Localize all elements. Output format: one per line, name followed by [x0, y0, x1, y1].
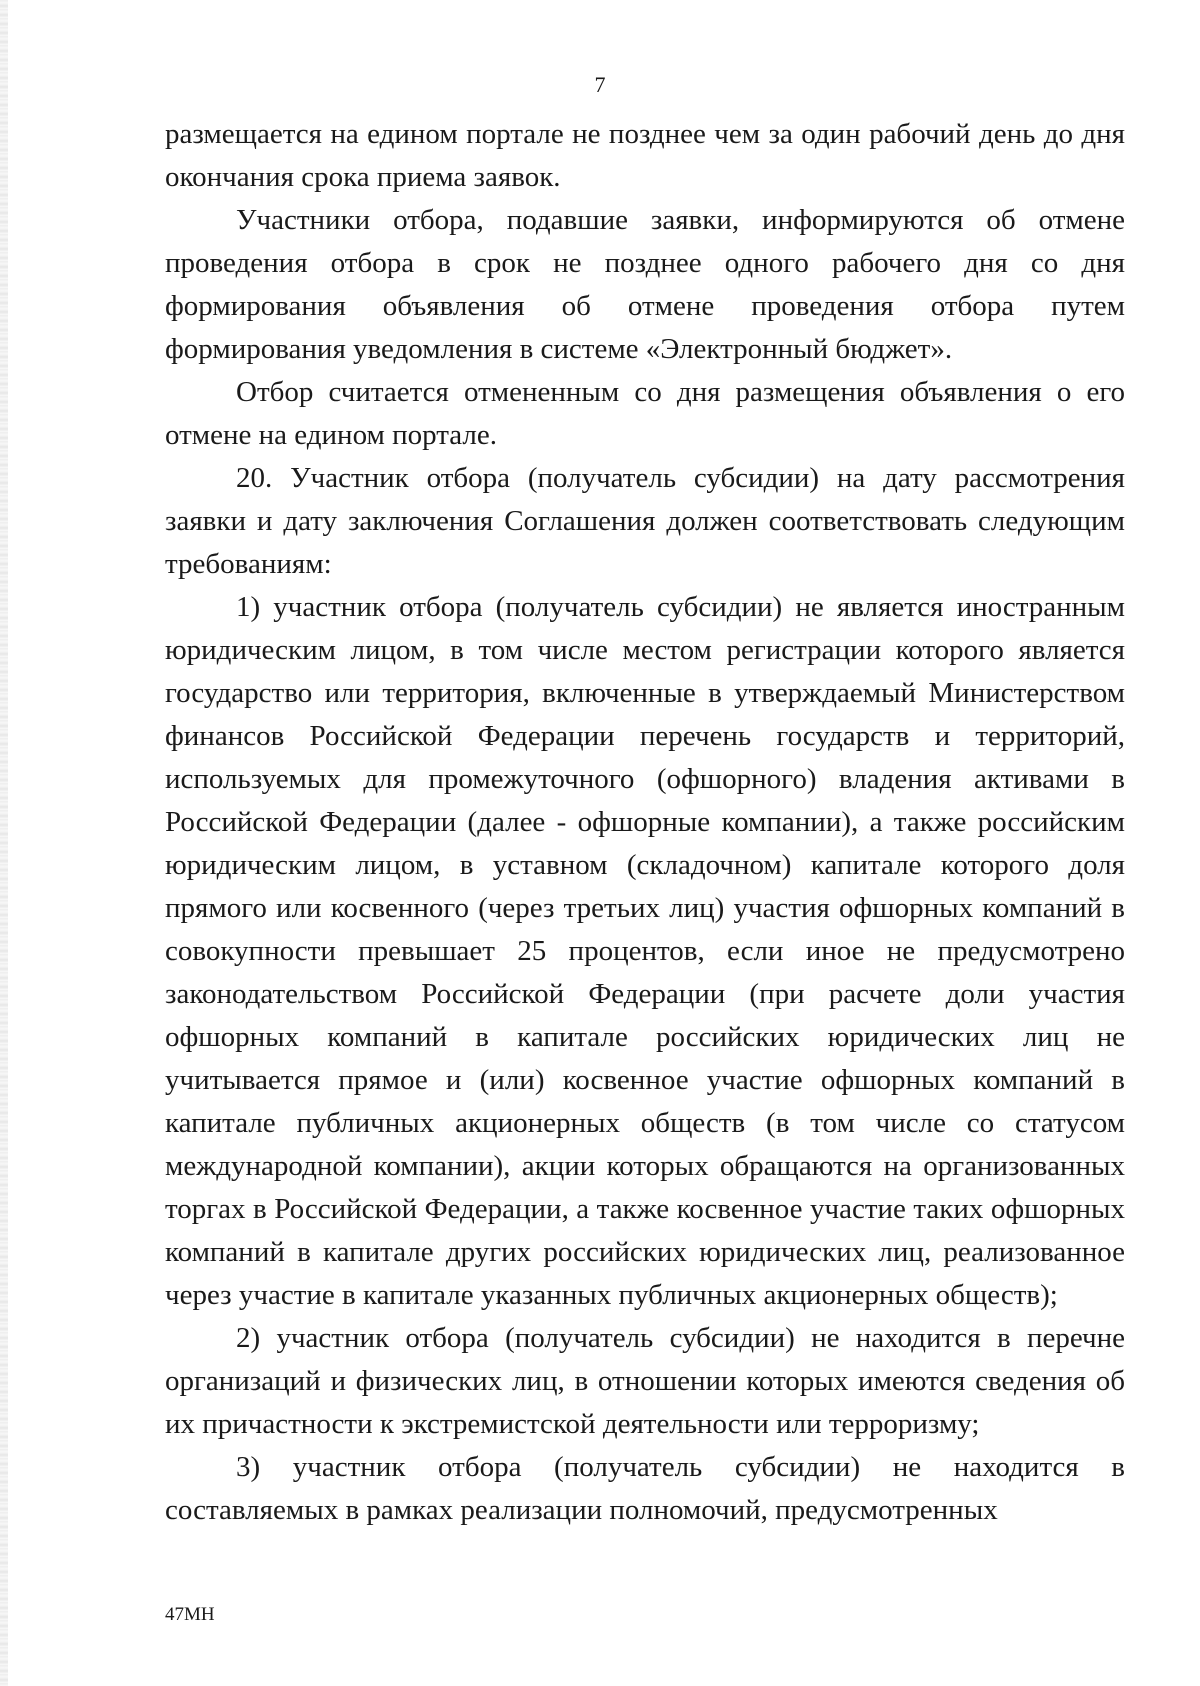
document-footer-code: 47МН — [165, 1604, 215, 1625]
paragraph-cancellation-notice: Участники отбора, подавшие заявки, информируются об отмене проведения отбора в срок не позднее одного рабочего дня со дня формирования объявления об отмене проведения отбора путем формирования уведомления в системе «Электронный бюджет». — [165, 204, 1125, 365]
scan-edge — [0, 0, 8, 1686]
page-number: 7 — [594, 72, 606, 97]
paragraph-requirement-2: 2) участник отбора (получатель субсидии) не находится в перечне организаций и физических лиц, в отношении которых имеются сведения об их причастности к экстремистской деятельности или терроризму; — [165, 1322, 1125, 1440]
paragraph-continuation: размещается на едином портале не позднее чем за один рабочий день до дня окончания срока приема заявок. — [165, 118, 1125, 193]
paragraph-item-20: 20. Участник отбора (получатель субсидии) на дату рассмотрения заявки и дату заключения Соглашения должен соответствовать следующим требованиям: — [165, 462, 1125, 580]
paragraph-requirement-3: 3) участник отбора (получатель субсидии) не находится в составляемых в рамках реализации полномочий, предусмотренных — [165, 1451, 1125, 1526]
paragraph-cancellation-effective: Отбор считается отмененным со дня размещения объявления о его отмене на едином портале. — [165, 376, 1125, 451]
paragraph-requirement-1: 1) участник отбора (получатель субсидии) не является иностранным юридическим лицом, в том числе местом регистрации которого является государство или территория, включенные в утверждаемый Министерством финансов Российской Федерации перечень государств и территорий, используемых для промежуточного (офшорного) владения активами в Российской Федерации (далее - офшорные компании), а также российским юридическим лицом, в уставном (складочном) капитале которого доля прямого или косвенного (через третьих лиц) участия офшорных компаний в совокупности превышает 25 процентов, если иное не предусмотрено законодательством Российской Федерации (при расчете доли участия офшорных компаний в капитале российских юридических лиц не учитывается прямое и (или) косвенное участие офшорных компаний в капитале публичных акционерных обществ (в том числе со статусом международной компании), акции которых обращаются на организованных торгах в Российской Федерации, а также косвенное участие таких офшорных компаний в капитале других российских юридических лиц, реализованное через участие в капитале указанных публичных акционерных обществ); — [165, 591, 1125, 1311]
document-body — [165, 113, 1125, 1532]
